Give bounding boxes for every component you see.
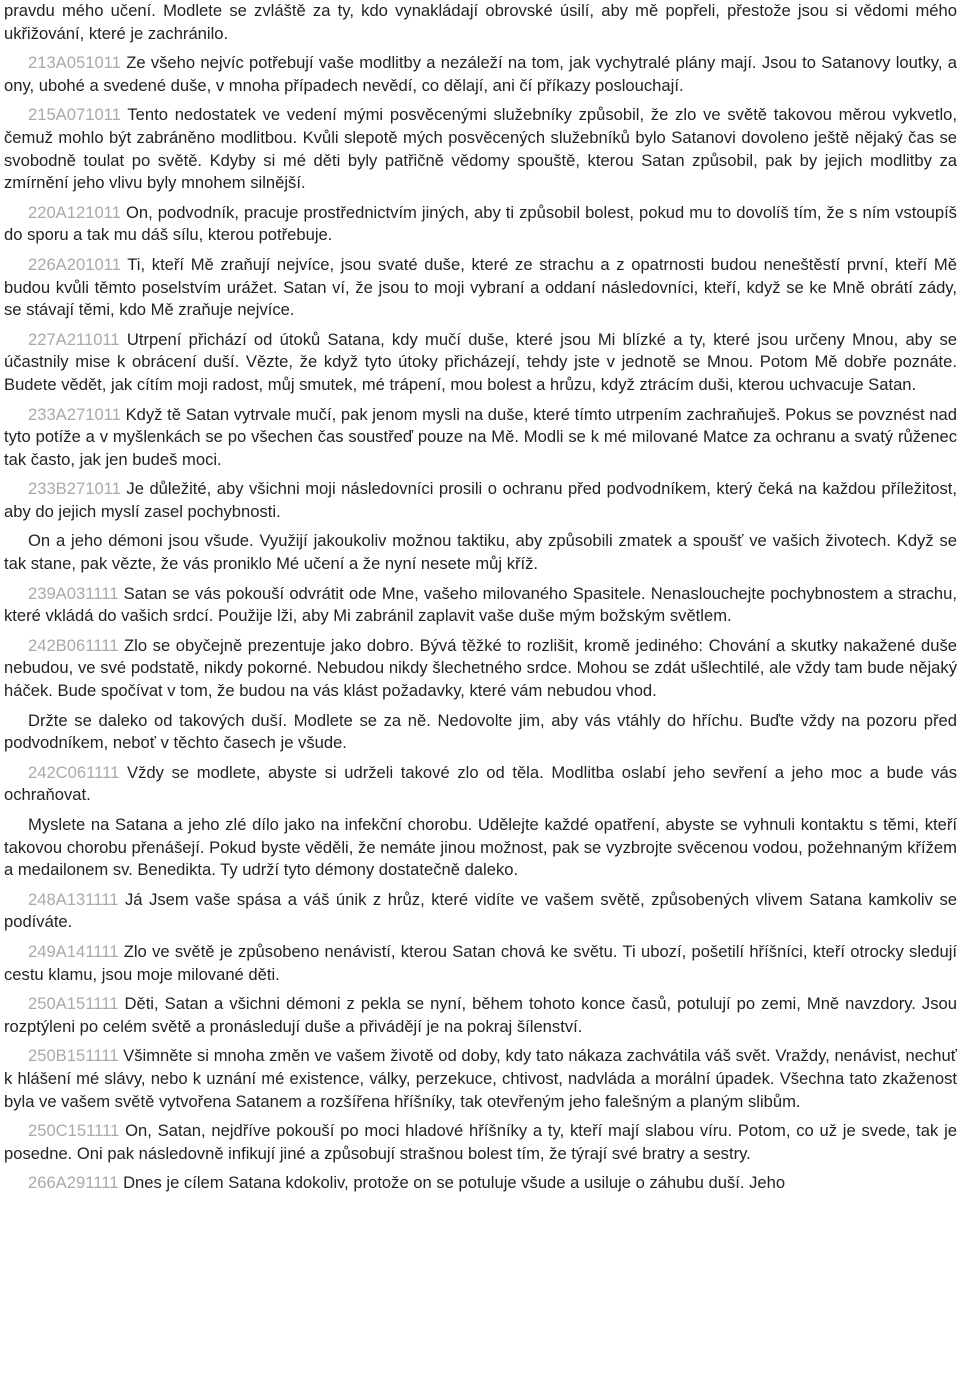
- paragraph-text: pravdu mého učení. Modlete se zvláště za ty, kdo vynakládají obrovské úsilí, aby mě popřeli, přestože jsou si vědomi mého ukřižování, které je zachránilo.: [4, 1, 957, 43]
- paragraph: [4, 404, 957, 472]
- message-code: 220A121011: [28, 202, 121, 222]
- paragraph-text: Ti, kteří Mě zraňují nejvíce, jsou svaté duše, které ze strachu a z opatrnosti budou neneštěstí první, kteří Mě budou kvůli těmto poselstvím urážet. Satan ví, že jsou to moji vybraní a oddaní následovníci, kteří, když se ke Mně obrátí zády, se stávají těmi, kdo Mě zraňuje nejvíce.: [4, 254, 957, 320]
- paragraph-text: Všimněte si mnoha změn ve vašem životě od doby, kdy tato nákaza zachvátila váš svět. Vraždy, nenávist, nechuť k hlášení mé slávy, nebo k uznání mé existence, války, perzekuce, chtivost, nadvláda a morální úpadek. Všechna tato zkaženost byla ve vašem světě vytvořena Satanem a rozšířena hříšníky, tak otevřeným jeho falešným a planým slibům.: [4, 1046, 957, 1111]
- paragraph: [4, 635, 957, 703]
- paragraph: [4, 814, 957, 882]
- paragraph: [4, 889, 957, 934]
- paragraph: [4, 329, 957, 397]
- document-page: [4, 0, 957, 1202]
- message-code: 239A031111: [28, 583, 119, 603]
- paragraph-text: On a jeho démoni jsou všude. Využijí jakoukoliv možnou taktiku, aby způsobili zmatek a spoušť ve vašich životech. Když se tak stane, pak vězte, že vás proniklo Mé učení a že nyní nesete můj kříž.: [4, 531, 957, 574]
- message-code: 249A141111: [28, 941, 119, 961]
- paragraph-text: Ze všeho nejvíc potřebují vaše modlitby a nezáleží na tom, jak vychytralé plány mají. Jsou to Satanovy loutky, a ony, ubohé a svedené duše, v mnoha případech nevědí, co dělají, ani čí příkazy poslouchají.: [4, 53, 957, 95]
- message-code: 233B271011: [28, 479, 121, 499]
- paragraph-text: Dnes je cílem Satana kdokoliv, protože on se potuluje všude a usiluje o záhubu duší. Jeho: [123, 1173, 786, 1193]
- paragraph-text: Vždy se modlete, abyste si udrželi takové zlo od těla. Modlitba oslabí jeho sevření a jeho moc a bude vás ochraňovat.: [4, 762, 957, 805]
- paragraph-text: Je důležité, aby všichni moji následovníci prosili o ochranu před podvodníkem, který čeká na každou příležitost, aby do jejich myslí zasel pochybnosti.: [4, 479, 957, 521]
- paragraph: [4, 202, 957, 247]
- paragraph-text: Zlo ve světě je způsobeno nenávistí, kterou Satan chová ke světu. Ti ubozí, pošetilí hříšníci, kteří otrocky sledují cestu klamu, jsou moje milované děti.: [4, 941, 957, 984]
- message-code: 233A271011: [28, 404, 121, 424]
- paragraph-text: On, Satan, nejdříve pokouší po moci hladové hříšníky a ty, kteří mají slabou víru. Potom, co už je svede, tak je posedne. Oni pak následovně infikují jiné a způsobují strašnou bolest tím, že týrají své bratry a sestry.: [4, 1121, 957, 1163]
- paragraph: [4, 530, 957, 575]
- paragraph-text: Satan se vás pokouší odvrátit ode Mne, vašeho milovaného Spasitele. Nenaslouchejte pochybnostem a strachu, které vkládá do vašich srdcí. Použije lži, aby Mi zabránil zaplavit vaše duše mým božským světlem.: [4, 583, 957, 626]
- paragraph: [4, 993, 957, 1038]
- paragraph: [4, 1120, 957, 1165]
- paragraph: [4, 104, 957, 194]
- paragraph: [4, 1045, 957, 1113]
- message-code: 250B151111: [28, 1046, 119, 1066]
- paragraph: [4, 478, 957, 523]
- paragraph-text: Utrpení přichází od útoků Satana, kdy mučí duše, které jsou Mi blízké a ty, které jsou určeny Mnou, aby se účastnily mise k obrácení duší. Vězte, že když tyto útoky přicházejí, tehdy jste v jednotě se Mnou. Potom Mě dobře poznáte. Budete vědět, jak cítím moji radost, můj smutek, mé trápení, mou bolest a hrůzu, když ztrácím duši, kterou uchvacuje Satan.: [4, 329, 957, 394]
- paragraph: [4, 0, 957, 45]
- message-code: 215A071011: [28, 105, 121, 125]
- message-code: 266A291111: [28, 1173, 119, 1193]
- paragraph-text: Děti, Satan a všichni démoni z pekla se nyní, během tohoto konce časů, potulují po zemi, Mně navzdory. Jsou rozptýleni po celém světě a pronásledují duše a přivádějí je na pokraj šílenství.: [4, 994, 957, 1036]
- message-code: 242B061111: [28, 635, 119, 655]
- paragraph: [4, 941, 957, 986]
- message-code: 213A051011: [28, 53, 121, 73]
- paragraph-text: On, podvodník, pracuje prostřednictvím jiných, aby ti způsobil bolest, pokud mu to dovolíš tím, že s ním vstoupíš do sporu a tak mu dáš sílu, kterou potřebuje.: [4, 202, 957, 245]
- message-code: 248A131111: [28, 889, 119, 909]
- paragraph-text: Držte se daleko od takových duší. Modlete se za ně. Nedovolte jim, aby vás vtáhly do hříchu. Buďte vždy na pozoru před podvodníkem, neboť v těchto časech je všude.: [4, 710, 957, 753]
- message-code: 242C061111: [28, 762, 120, 782]
- message-code: 250C151111: [28, 1121, 120, 1141]
- paragraph-text: Myslete na Satana a jeho zlé dílo jako na infekční chorobu. Udělejte každé opatření, abyste se vyhnuli kontaktu s těmi, kteří takovou chorobu přenášejí. Pokud byste věděli, že nemáte jinou možnost, pak se vyzbrojte svěcenou vodou, požehnaným křížem a medailonem sv. Benedikta. Ty udrží tyto démony dostatečně daleko.: [4, 815, 957, 880]
- paragraph: [4, 1172, 957, 1195]
- paragraph: [4, 762, 957, 807]
- message-code: 226A201011: [28, 254, 121, 274]
- paragraph-text: Když tě Satan vytrvale mučí, pak jenom mysli na duše, které tímto utrpením zachraňuješ. Pokus se povznést nad tyto potíže a v myšlenkách se po všechen čas soustřeď pouze na Mě. Modli se k mé milované Matce za ochranu a svatý růženec tak často, jak jen budeš moci.: [4, 404, 957, 469]
- paragraph: [4, 583, 957, 628]
- paragraph: [4, 52, 957, 97]
- paragraph: [4, 254, 957, 322]
- paragraph-text: Já Jsem vaše spása a váš únik z hrůz, které vidíte ve vašem světě, způsobených vlivem Satana kamkoliv se podíváte.: [4, 889, 957, 932]
- message-code: 250A151111: [28, 994, 119, 1014]
- paragraph-text: Zlo se obyčejně prezentuje jako dobro. Bývá těžké to rozlišit, kromě jediného: Chování a skutky nakažené duše nebudou, ve své podstatě, nikdy pokorné. Nebudou nikdy šlechetného srdce. Mohou se zdát ušlechtilé, ale vždy tam bude nějaký háček. Bude spočívat v tom, že budou na vás klást požadavky, které vám nebudou vhod.: [4, 635, 957, 701]
- message-code: 227A211011: [28, 329, 120, 349]
- paragraph-text: Tento nedostatek ve vedení mými posvěcenými služebníky způsobil, že zlo ve světě takovou měrou vykvetlo, čemuž mohlo být zabráněno modlitbou. Kvůli slepotě mých posvěcených služebníků bylo Satanovi dovoleno ještě nějaký čas se svobodně toulat po světě. Kdyby si mé děti byly patřičně vědomy spouště, kterou Satan způsobil, pak by jejich modlitby za zmírnění jeho vlivu byly mnohem silnější.: [4, 105, 957, 193]
- paragraph: [4, 710, 957, 755]
